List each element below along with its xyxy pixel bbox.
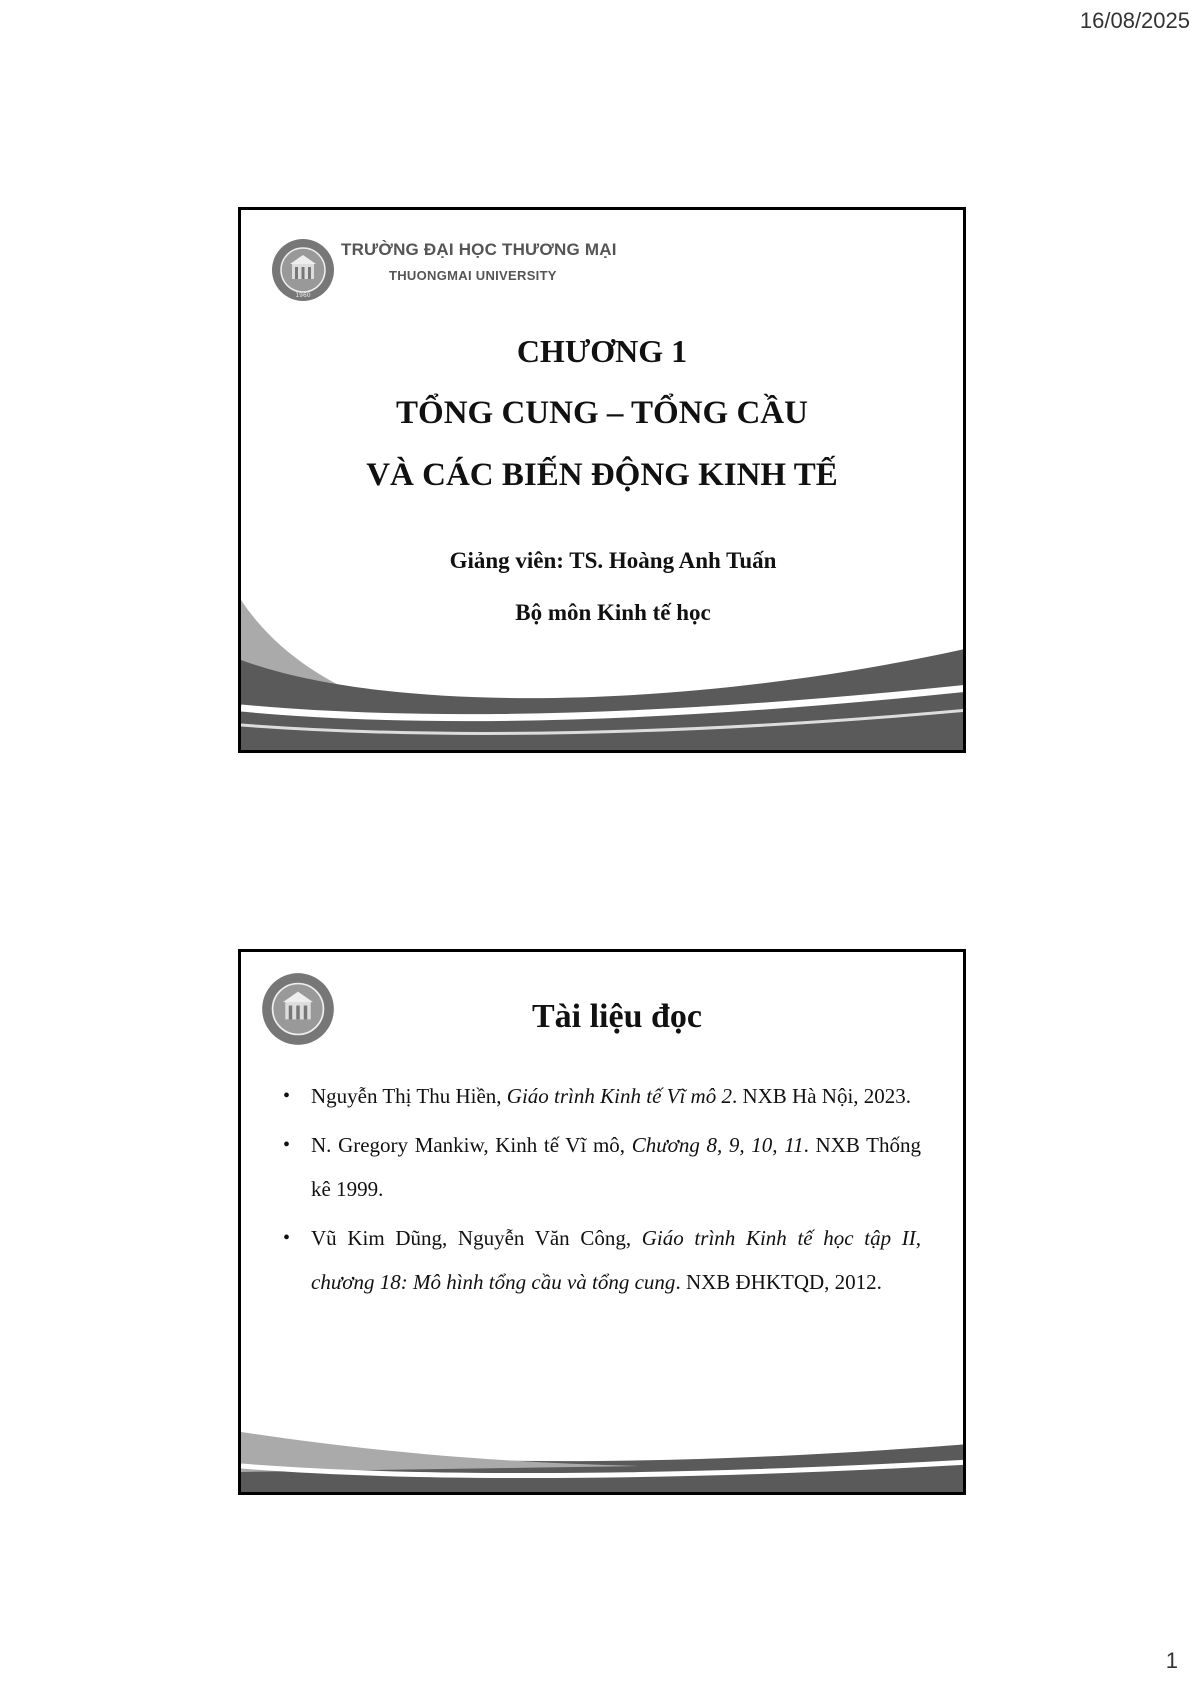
title-line-1: TỔNG CUNG – TỔNG CẦU [396, 395, 808, 431]
university-name-en: THUONGMAI UNIVERSITY [389, 268, 557, 283]
decorative-wave [241, 600, 966, 750]
slide-title-block [241, 320, 963, 506]
chapter-label: CHƯƠNG 1 [516, 333, 688, 369]
university-name-vn: TRƯỜNG ĐẠI HỌC THƯƠNG MẠI [341, 240, 617, 259]
decorative-wave [241, 1432, 966, 1492]
slide-readings [238, 949, 966, 1495]
reference-item: • N. Gregory Mankiw, Kinh tế Vĩ mô, Chương 8, 9, 10, 11. NXB Thống kê 1999. [283, 1133, 921, 1201]
seal-year: 1960 [295, 292, 311, 299]
page-number: 1 [1165, 1648, 1178, 1673]
department-name: Bộ môn Kinh tế học [515, 600, 711, 625]
readings-title: Tài liệu đọc [531, 998, 703, 1035]
reference-item: • Vũ Kim Dũng, Nguyễn Văn Công, Giáo trình Kinh tế học tập II, chương 18: Mô hình tổng cầu và tổng cung. NXB ĐHKTQD, 2012. [283, 1226, 921, 1294]
header-date: 16/08/2025 [1079, 8, 1190, 33]
title-line-2: VÀ CÁC BIẾN ĐỘNG KINH TẾ [366, 457, 838, 493]
reference-item: • Nguyễn Thị Thu Hiền, Giáo trình Kinh tế Vĩ mô 2. NXB Hà Nội, 2023. [283, 1084, 912, 1108]
university-name-block [341, 240, 617, 283]
university-seal-icon [271, 238, 335, 302]
reference-list [281, 1074, 921, 1309]
lecturer-name: Giảng viên: TS. Hoàng Anh Tuấn [449, 548, 777, 573]
slide-title [238, 207, 966, 753]
